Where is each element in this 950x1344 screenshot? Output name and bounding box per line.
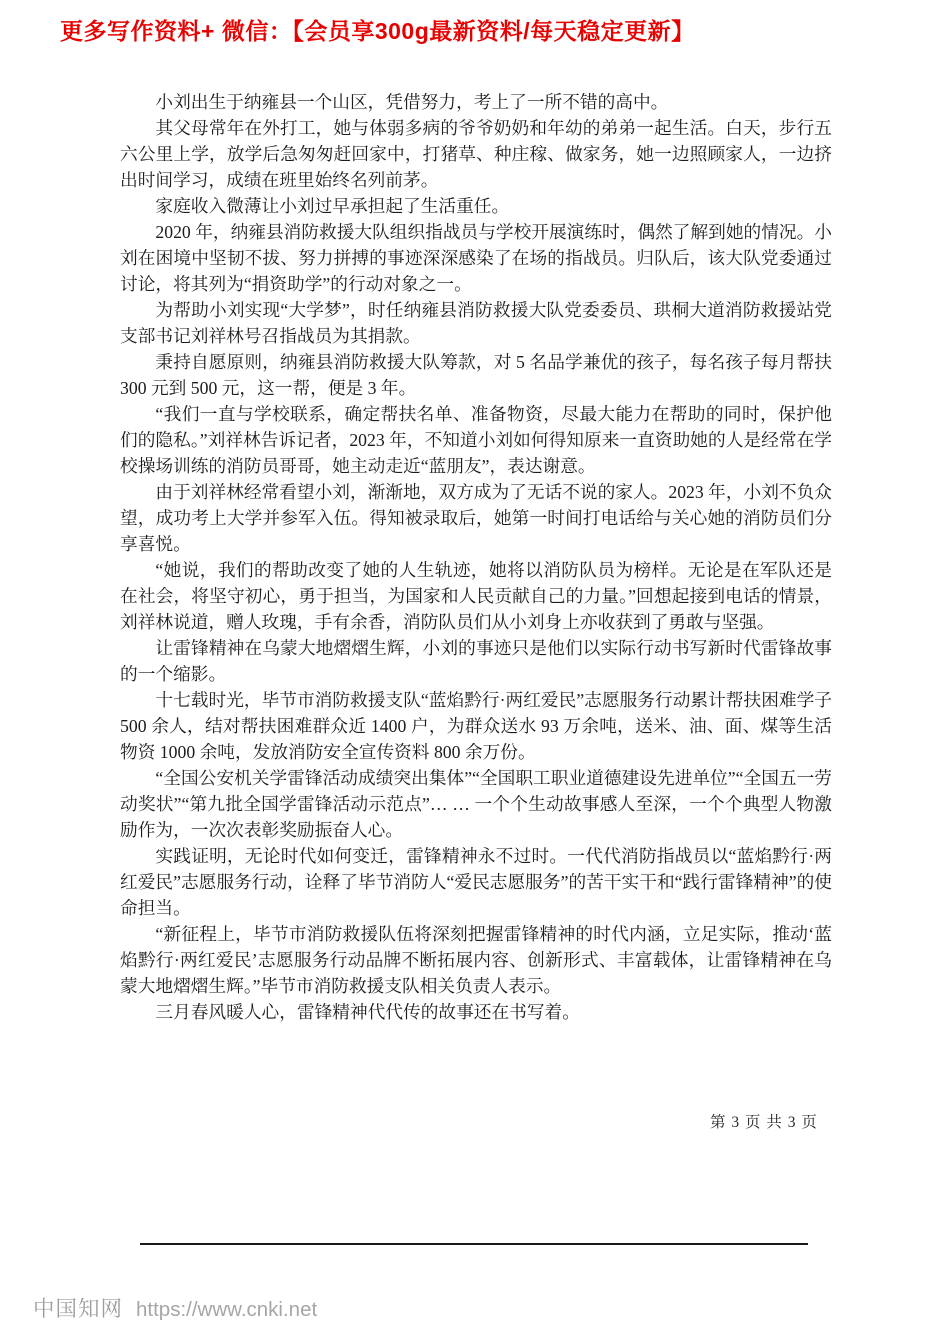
- paragraph: 秉持自愿原则，纳雍县消防救援大队筹款，对 5 名品学兼优的孩子，每名孩子每月帮扶 300 元到 500 元，这一帮，便是 3 年。: [120, 352, 832, 398]
- footer-divider-line: [140, 1243, 808, 1245]
- promo-banner-text: 更多写作资料+ 微信：【会员享300g最新资料/每天稳定更新】: [60, 18, 695, 44]
- cnki-logo-text: 中国知网: [33, 1297, 124, 1321]
- paragraph: “新征程上，毕节市消防救援队伍将深刻把握雷锋精神的时代内涵，立足实际，推动‘蓝焰黔行·两红爱民’志愿服务行动品牌不断拓展内容、创新形式、丰富载体，让雷锋精神在乌蒙大地熠熠生辉。”毕节市消防救援支队相关负责人表示。: [120, 924, 832, 996]
- paragraph: 为帮助小刘实现“大学梦”，时任纳雍县消防救援大队党委委员、珙桐大道消防救援站党支部书记刘祥林号召指战员为其捐款。: [120, 300, 832, 346]
- paragraph: 实践证明，无论时代如何变迁，雷锋精神永不过时。一代代消防指战员以“蓝焰黔行·两红爱民”志愿服务行动，诠释了毕节消防人“爱民志愿服务”的苦干实干和“践行雷锋精神”的使命担当。: [120, 846, 832, 918]
- page-number-indicator: 第 3 页 共 3 页: [710, 1114, 818, 1131]
- paragraph: “她说，我们的帮助改变了她的人生轨迹，她将以消防队员为榜样。无论是在军队还是在社会，将坚守初心，勇于担当，为国家和人民贡献自己的力量。”回想起接到电话的情景，刘祥林说道，赠人玫瑰，手有余香，消防队员们从小刘身上亦收获到了勇敢与坚强。: [120, 560, 832, 632]
- paragraph: 2020 年，纳雍县消防救援大队组织指战员与学校开展演练时，偶然了解到她的情况。小刘在困境中坚韧不拔、努力拼搏的事迹深深感染了在场的指战员。归队后，该大队党委通过讨论，将其列为“捐资助学”的行动对象之一。: [120, 222, 832, 294]
- paragraph: 由于刘祥林经常看望小刘，渐渐地，双方成为了无话不说的家人。2023 年，小刘不负众望，成功考上大学并参军入伍。得知被录取后，她第一时间打电话给与关心她的消防员们分享喜悦。: [120, 482, 832, 554]
- cnki-watermark: [33, 1292, 317, 1323]
- paragraph: “我们一直与学校联系，确定帮扶名单、准备物资，尽最大能力在帮助的同时，保护他们的隐私。”刘祥林告诉记者，2023 年，不知道小刘如何得知原来一直资助她的人是经常在学校操场训练的消防员哥哥，她主动走近“蓝朋友”，表达谢意。: [120, 404, 832, 476]
- paragraph: 小刘出生于纳雍县一个山区，凭借努力，考上了一所不错的高中。: [155, 92, 669, 112]
- paragraph: 其父母常年在外打工，她与体弱多病的爷爷奶奶和年幼的弟弟一起生活。白天，步行五六公里上学，放学后急匆匆赶回家中，打猪草、种庄稼、做家务，她一边照顾家人，一边挤出时间学习，成绩在班里始终名列前茅。: [120, 118, 832, 190]
- paragraph: “全国公安机关学雷锋活动成绩突出集体”“全国职工职业道德建设先进单位”“全国五一劳动奖状”“第九批全国学雷锋活动示范点”… … 一个个生动故事感人至深，一个个典型人物激励作为，一次次表彰奖励振奋人心。: [120, 768, 832, 840]
- cnki-site-url: https://www.cnki.net: [136, 1298, 318, 1321]
- paragraph: 三月春风暖人心，雷锋精神代代传的故事还在书写着。: [155, 1002, 580, 1022]
- paragraph: 家庭收入微薄让小刘过早承担起了生活重任。: [155, 196, 510, 216]
- paragraph: 十七载时光，毕节市消防救援支队“蓝焰黔行·两红爱民”志愿服务行动累计帮扶困难学子 500 余人，结对帮扶困难群众近 1400 户，为群众送水 93 万余吨，送米、油、面、煤等生活物资 1000 余吨，发放消防安全宣传资料 800 余万份。: [120, 690, 832, 762]
- document-body: [120, 89, 832, 1025]
- paragraph: 让雷锋精神在乌蒙大地熠熠生辉，小刘的事迹只是他们以实际行动书写新时代雷锋故事的一个缩影。: [120, 638, 832, 684]
